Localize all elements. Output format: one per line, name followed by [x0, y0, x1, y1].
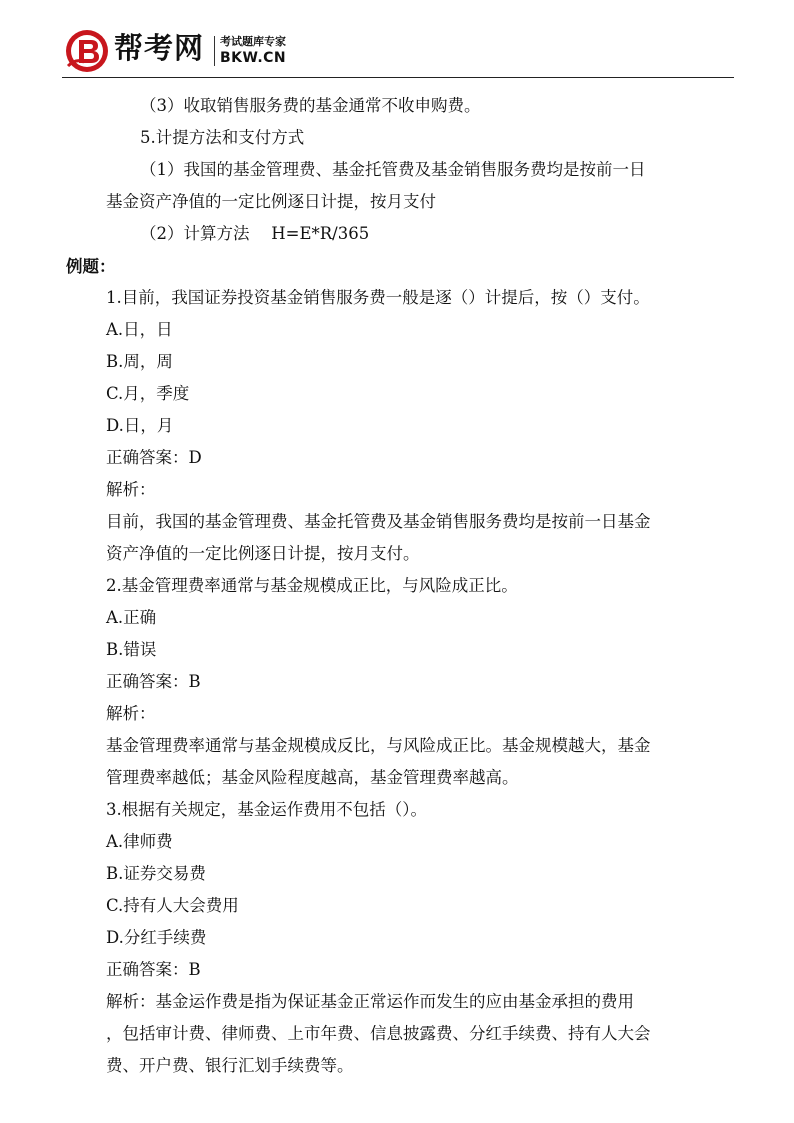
question-2: 2.基金管理费率通常与基金规模成正比，与风险成正比。 [106, 576, 518, 595]
formula-line: （2）计算方法 H=E*R/365 [140, 224, 370, 243]
brand-url: BKW.CN [220, 50, 287, 66]
q2-option-a: A.正确 [106, 608, 157, 627]
q1-option-d: D.日，月 [106, 416, 174, 435]
intro-line: 基金资产净值的一定比例逐日计提，按月支付 [106, 192, 436, 211]
q3-analysis-line: ，包括审计费、律师费、上市年费、信息披露费、分红手续费、持有人大会 [106, 1024, 651, 1043]
q3-answer: 正确答案：B [106, 960, 201, 979]
q3-analysis-line: 费、开户费、银行汇划手续费等。 [106, 1056, 354, 1075]
q1-analysis-line: 目前，我国的基金管理费、基金托管费及基金销售服务费均是按前一日基金 [106, 512, 651, 531]
q2-analysis-line: 基金管理费率通常与基金规模成反比，与风险成正比。基金规模越大，基金 [106, 736, 651, 755]
q3-option-c: C.持有人大会费用 [106, 896, 239, 915]
q3-option-a: A.律师费 [106, 832, 173, 851]
brand-name: 帮考网 [114, 31, 205, 65]
question-1: 1.目前，我国证券投资基金销售服务费一般是逐（）计提后，按（）支付。 [106, 288, 650, 307]
q1-answer: 正确答案：D [106, 448, 202, 467]
question-3: 3.根据有关规定，基金运作费用不包括（）。 [106, 800, 427, 819]
q2-option-b: B.错误 [106, 640, 157, 659]
section-heading: 5.计提方法和支付方式 [140, 128, 305, 147]
q1-analysis-line: 资产净值的一定比例逐日计提，按月支付。 [106, 544, 420, 563]
bkw-logo-icon [64, 28, 110, 74]
brand-tagline: 考试题库专家 [220, 35, 286, 48]
q1-analysis-label: 解析： [106, 480, 156, 499]
q2-analysis-line: 管理费率越低；基金风险程度越高，基金管理费率越高。 [106, 768, 519, 787]
examples-heading: 例题： [66, 257, 116, 276]
q3-option-b: B.证券交易费 [106, 864, 206, 883]
q1-option-c: C.月，季度 [106, 384, 190, 403]
brand-separator [214, 36, 215, 66]
q3-analysis-line: 解析：基金运作费是指为保证基金正常运作而发生的应由基金承担的费用 [106, 992, 634, 1011]
intro-line: （1）我国的基金管理费、基金托管费及基金销售服务费均是按前一日 [140, 160, 646, 179]
page-header [0, 0, 794, 80]
q1-option-b: B.周，周 [106, 352, 173, 371]
intro-line: （3）收取销售服务费的基金通常不收申购费。 [140, 96, 481, 115]
header-divider [62, 77, 734, 78]
q1-option-a: A.日，日 [106, 320, 173, 339]
q2-answer: 正确答案：B [106, 672, 201, 691]
q3-option-d: D.分红手续费 [106, 928, 207, 947]
q2-analysis-label: 解析： [106, 704, 156, 723]
